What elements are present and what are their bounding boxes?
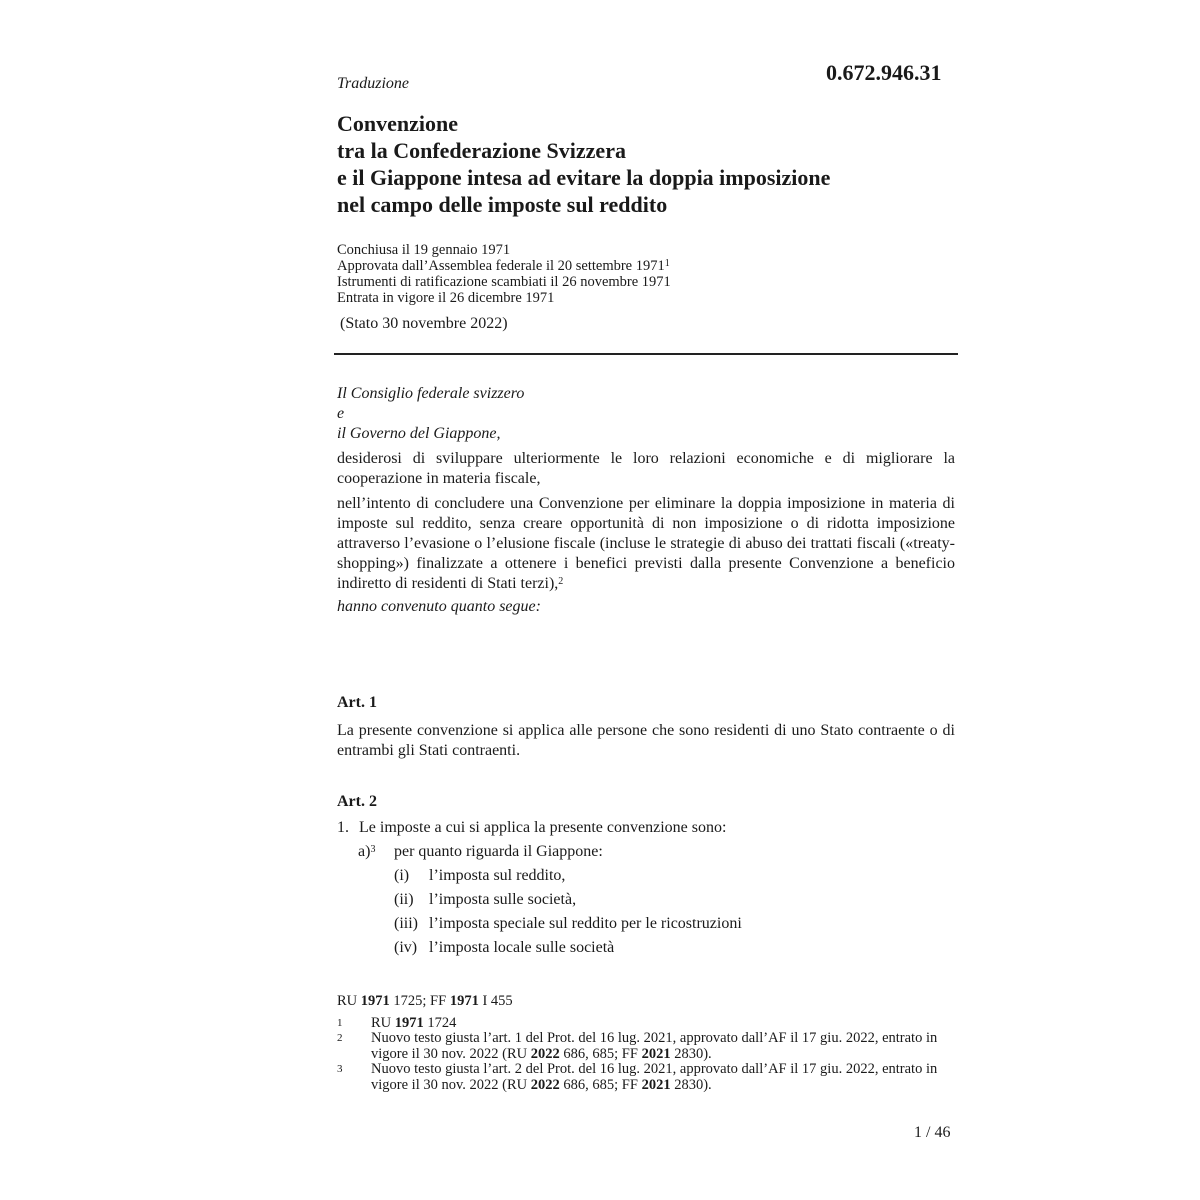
article-2 xyxy=(337,790,955,960)
article-text: La presente convenzione si applica alle persone che sono residenti di uno Stato contraente o di entrambi gli Stati contraenti. xyxy=(337,722,955,759)
status-date: (Stato 30 novembre 2022) xyxy=(340,315,508,332)
header-divider xyxy=(334,353,958,355)
title-line: nel campo delle imposte sul reddito xyxy=(337,192,668,217)
footnote-2: 2 Nuovo testo giusta l’art. 1 del Prot. del 16 lug. 2021, approvato dall’AF il 17 giu. 2022, entrato in vigore il 30 nov. 2022 (RU 2022 686, 685; FF 2021 2830). xyxy=(337,1030,938,1062)
title-line: e il Giappone intesa ad evitare la doppia imposizione xyxy=(337,165,831,190)
article-1 xyxy=(337,693,955,761)
party-japan: il Governo del Giappone, xyxy=(337,425,501,442)
party-conjunction: e xyxy=(337,405,345,422)
preamble-paragraph: nell’intento di concludere una Convenzione per eliminare la doppia imposizione in materia di imposte sul reddito, senza creare opportunità di non imposizione o di ridotta imposizione attraverso l’evasione o l’elusione fiscale (incluse le strategie di abuso dei trattati fiscali («treaty-shopping») finalizzate a ottenere i benefici previsti dalla presente Convenzione a beneficio indiretto di residenti di Stati terzi),$^2$ xyxy=(337,495,955,592)
list-item: (iii) l’imposta speciale sul reddito per le ricostruzioni xyxy=(394,915,742,932)
preamble-paragraph: desiderosi di sviluppare ulteriormente le loro relazioni economiche e di migliorare la cooperazione in materia fiscale, xyxy=(337,450,955,487)
list-item: (i) l’imposta sul reddito, xyxy=(394,867,566,884)
entry-into-force: Entrata in vigore il 26 dicembre 1971 xyxy=(337,290,555,306)
footnote-ref[interactable]: 1 xyxy=(664,258,670,269)
article-heading: Art. 1 xyxy=(337,694,377,711)
item-label: a)$^3$ xyxy=(358,843,376,860)
document-title xyxy=(337,110,830,218)
footnotes xyxy=(337,994,957,1093)
official-reference: RU 1971 1725; FF 1971 I 455 xyxy=(337,993,513,1009)
title-line: tra la Confederazione Svizzera xyxy=(337,138,626,163)
list-item: a)$^3$ per quanto riguarda il Giappone: xyxy=(337,840,955,864)
document-metadata xyxy=(337,242,671,306)
footnote-1: 1 RU 1971 1724 xyxy=(337,1014,457,1031)
footnote-ref[interactable]: 2 xyxy=(558,576,564,587)
list-item: (iv) l’imposta locale sulle società xyxy=(394,939,615,956)
article-heading: Art. 2 xyxy=(337,793,377,810)
party-switzerland: Il Consiglio federale svizzero xyxy=(337,385,525,402)
approved-date: Approvata dall’Assemblea federale il 20 settembre 1971$^1$ xyxy=(337,258,670,274)
agreement-clause: hanno convenuto quanto segue: xyxy=(337,598,541,615)
footnote-ref[interactable]: 3 xyxy=(370,844,376,855)
ratification-date: Istrumenti di ratificazione scambiati il 26 novembre 1971 xyxy=(337,274,671,290)
concluded-date: Conchiusa il 19 gennaio 1971 xyxy=(337,242,511,258)
preamble xyxy=(337,384,955,617)
item-number: 1. xyxy=(337,819,349,836)
list-item: 1. Le imposte a cui si applica la presente convenzione sono: xyxy=(337,816,955,840)
footnote-3: 3 Nuovo testo giusta l’art. 2 del Prot. del 16 lug. 2021, approvato dall’AF il 17 giu. 2022, entrato in vigore il 30 nov. 2022 (RU 2022 686, 685; FF 2021 2830). xyxy=(337,1061,938,1093)
translation-label: Traduzione xyxy=(337,75,410,92)
sr-number: 0.672.946.31 xyxy=(826,60,942,85)
list-item: (ii) l’imposta sulle società, xyxy=(394,891,577,908)
page-number: 1 / 46 xyxy=(914,1124,951,1141)
title-line: Convenzione xyxy=(337,111,458,136)
